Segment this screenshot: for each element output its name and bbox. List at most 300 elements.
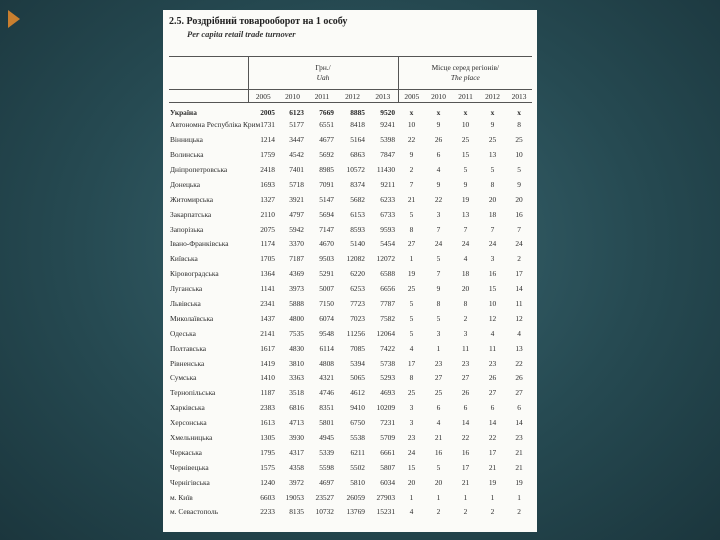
place-value: 6 — [436, 403, 441, 413]
place-value: 11 — [515, 299, 523, 309]
uah-value: 6588 — [380, 269, 396, 279]
place-value: 17 — [461, 462, 470, 472]
table-row — [169, 371, 532, 386]
uah-value: 4369 — [289, 269, 304, 279]
place-value: 4 — [490, 328, 495, 338]
region-name: Київська — [170, 254, 198, 264]
year-header: 2005 — [248, 90, 278, 103]
uah-value: 4797 — [289, 209, 304, 219]
place-value: 4 — [517, 328, 521, 338]
place-value: 9 — [463, 179, 468, 189]
table-row — [169, 237, 532, 252]
place-value: 10 — [515, 150, 523, 160]
place-value: 6 — [490, 403, 495, 413]
place-value: 3 — [463, 328, 468, 338]
place-value: 5 — [517, 165, 521, 174]
place-value: 5 — [409, 328, 414, 338]
place-value: 20 — [515, 194, 523, 204]
uah-value: 1617 — [260, 343, 275, 353]
uah-value: 3447 — [289, 135, 304, 145]
uah-value: 6074 — [319, 313, 334, 323]
uah-value: 1731 — [260, 120, 275, 130]
place-value: 18 — [461, 269, 470, 279]
uah-value: 15231 — [376, 507, 396, 517]
region-name: м. Севастополь — [170, 507, 219, 517]
table-row — [169, 460, 532, 475]
year-header: 2011 — [452, 90, 479, 103]
place-value: 17 — [407, 358, 416, 368]
place-value: 22 — [488, 433, 497, 443]
region-name: Чернівецька — [170, 462, 209, 472]
place-value: 1 — [436, 492, 441, 502]
place-value: 26 — [461, 388, 470, 398]
place-value: 2 — [463, 313, 468, 323]
uah-value: 8985 — [319, 165, 334, 174]
table-row — [169, 281, 532, 296]
place-value: 14 — [515, 284, 523, 294]
uah-value: 9503 — [319, 254, 334, 264]
header-years-row — [169, 90, 532, 103]
uah-value: 2005 — [260, 107, 275, 117]
uah-value: 8135 — [289, 507, 304, 517]
uah-value: 2075 — [260, 224, 275, 234]
uah-value: 4358 — [289, 462, 304, 472]
year-header: 2013 — [368, 90, 398, 103]
uah-value: 6603 — [260, 492, 275, 502]
place-value: 10 — [488, 299, 497, 309]
table-row — [169, 475, 532, 490]
year-header: 2012 — [337, 90, 368, 103]
section-title: 2.5. Роздрібний товарооборот на 1 особу — [169, 16, 348, 27]
place-value: 19 — [461, 194, 470, 204]
place-value: 2 — [517, 254, 521, 264]
place-value: 16 — [461, 447, 470, 457]
place-value: 10 — [407, 120, 416, 130]
uah-value: 7401 — [289, 165, 304, 174]
place-value: 24 — [488, 239, 497, 249]
place-value: 3 — [490, 254, 495, 264]
place-value: 6 — [517, 403, 521, 413]
table-row — [169, 445, 532, 460]
place-value: 25 — [434, 388, 443, 398]
region-name: Запорізька — [170, 224, 204, 234]
region-name: Дніпропетровська — [170, 165, 228, 174]
table-row — [169, 192, 532, 207]
uah-value: 7231 — [380, 418, 396, 428]
place-value: 23 — [434, 358, 443, 368]
place-value: 9 — [490, 120, 495, 130]
place-value: 5 — [409, 313, 414, 323]
uah-value: 4746 — [319, 388, 334, 398]
uah-value: 1214 — [260, 135, 275, 145]
place-value: 6 — [463, 403, 468, 413]
place-value: 21 — [461, 477, 470, 487]
table-row — [169, 415, 532, 430]
region-name: Волинська — [170, 150, 204, 160]
uah-value: 2110 — [260, 209, 275, 219]
place-value: 24 — [515, 239, 523, 249]
uah-value: 6211 — [350, 447, 365, 457]
uah-value: 5810 — [350, 477, 365, 487]
place-value: 4 — [463, 254, 468, 264]
uah-value: 1187 — [260, 388, 275, 398]
uah-value: 5801 — [319, 418, 334, 428]
place-value: 23 — [461, 358, 470, 368]
header-uah-line2: Uah — [316, 73, 330, 82]
place-value: 25 — [407, 388, 416, 398]
header-blank-2 — [169, 90, 248, 103]
uah-value: 5394 — [350, 358, 365, 368]
uah-value: 9548 — [319, 328, 334, 338]
section-subtitle: Per capita retail trade turnover — [187, 29, 296, 39]
uah-value: 3810 — [289, 358, 304, 368]
place-value: 21 — [407, 194, 416, 204]
place-value: 7 — [490, 224, 495, 234]
place-value: 4 — [409, 507, 414, 517]
table-row — [169, 162, 532, 177]
place-value: 15 — [461, 150, 470, 160]
uah-value: 9520 — [380, 107, 396, 117]
place-value: 1 — [409, 492, 414, 502]
uah-value: 2141 — [260, 328, 275, 338]
uah-value: 5147 — [319, 194, 334, 204]
uah-value: 1410 — [260, 373, 275, 383]
uah-value: 5682 — [350, 194, 365, 204]
uah-value: 2341 — [260, 299, 275, 309]
region-name: Україна — [170, 107, 197, 117]
place-value: 27 — [461, 373, 470, 383]
place-value: x — [409, 107, 414, 117]
place-value: 4 — [409, 343, 414, 353]
region-name: Івано-Франківська — [170, 239, 229, 249]
year-header: 2011 — [307, 90, 337, 103]
uah-value: 7669 — [319, 107, 334, 117]
place-value: 2 — [409, 165, 414, 174]
place-value: 6 — [436, 150, 441, 160]
uah-value: 6220 — [350, 269, 365, 279]
place-value: 4 — [436, 165, 441, 174]
uah-value: 1327 — [260, 194, 275, 204]
uah-value: 5598 — [319, 462, 334, 472]
uah-value: 1759 — [260, 150, 275, 160]
header-uah — [248, 57, 398, 90]
place-value: 4 — [436, 418, 441, 428]
place-value: 7 — [463, 224, 468, 234]
place-value: 15 — [407, 462, 416, 472]
region-name: Харківська — [170, 403, 205, 413]
place-value: 16 — [488, 269, 497, 279]
place-value: 8 — [490, 179, 495, 189]
place-value: 20 — [407, 477, 416, 487]
uah-value: 7150 — [319, 299, 334, 309]
place-value: 13 — [488, 150, 497, 160]
table-row — [169, 430, 532, 445]
place-value: 22 — [407, 135, 416, 145]
region-name: Донецька — [170, 179, 201, 189]
uah-value: 3518 — [289, 388, 304, 398]
uah-value: 5007 — [319, 284, 334, 294]
uah-value: 23527 — [315, 492, 334, 502]
place-value: 23 — [515, 433, 523, 443]
place-value: 25 — [488, 135, 497, 145]
slide-accent-arrow — [8, 10, 20, 28]
uah-value: 3370 — [289, 239, 304, 249]
place-value: 19 — [488, 477, 497, 487]
place-value: 27 — [488, 388, 497, 398]
place-value: 5 — [409, 209, 414, 219]
uah-value: 27903 — [376, 492, 396, 502]
uah-value: 4808 — [319, 358, 334, 368]
uah-value: 8351 — [319, 403, 334, 413]
place-value: 1 — [409, 254, 414, 264]
region-name: Вінницька — [170, 135, 203, 145]
place-value: 2 — [436, 507, 441, 517]
region-name: Чернігівська — [170, 477, 210, 487]
place-value: 3 — [436, 328, 441, 338]
table-row — [169, 147, 532, 162]
uah-value: 26059 — [346, 492, 365, 502]
uah-value: 3973 — [289, 284, 304, 294]
place-value: 13 — [461, 209, 470, 219]
place-value: 3 — [436, 209, 441, 219]
place-value: 24 — [434, 239, 443, 249]
uah-value: 4945 — [319, 433, 334, 443]
region-name: Закарпатська — [170, 209, 212, 219]
place-value: 5 — [409, 299, 414, 309]
region-name: Кіровоградська — [170, 269, 219, 279]
place-value: 26 — [515, 373, 523, 383]
region-name: Тернопільська — [170, 388, 216, 398]
uah-value: 7147 — [319, 224, 334, 234]
table-row — [169, 505, 532, 520]
place-value: 22 — [515, 358, 523, 368]
uah-value: 9211 — [380, 179, 396, 189]
uah-value: 6551 — [319, 120, 334, 130]
table-row — [169, 296, 532, 311]
uah-value: 7787 — [380, 299, 396, 309]
table-row — [169, 251, 532, 266]
uah-value: 3972 — [289, 477, 304, 487]
place-value: 8 — [517, 120, 521, 130]
uah-value: 5888 — [289, 299, 304, 309]
place-value: 27 — [434, 373, 443, 383]
uah-value: 4317 — [289, 447, 304, 457]
table-row — [169, 326, 532, 341]
place-value: 24 — [407, 447, 416, 457]
place-value: 8 — [436, 299, 441, 309]
uah-value: 8374 — [350, 179, 365, 189]
place-value: 9 — [436, 179, 441, 189]
place-value: 8 — [463, 299, 468, 309]
uah-value: 5164 — [350, 135, 365, 145]
scanned-document — [163, 10, 537, 532]
place-value: 2 — [463, 507, 468, 517]
uah-value: 10209 — [376, 403, 396, 413]
header-place-line2: The place — [450, 73, 480, 82]
region-name: Житомирська — [170, 194, 214, 204]
place-value: 26 — [488, 373, 497, 383]
place-value: 1 — [436, 343, 441, 353]
place-value: 23 — [407, 433, 416, 443]
table-row — [169, 341, 532, 356]
year-header: 2010 — [278, 90, 307, 103]
place-value: 20 — [461, 284, 470, 294]
place-value: 15 — [488, 284, 497, 294]
place-value: 1 — [463, 492, 468, 502]
uah-value: 5293 — [380, 373, 396, 383]
uah-value: 1795 — [260, 447, 275, 457]
place-value: 1 — [517, 492, 521, 502]
uah-value: 6233 — [380, 194, 396, 204]
uah-value: 7422 — [380, 343, 396, 353]
uah-value: 6123 — [289, 107, 304, 117]
uah-value: 5065 — [350, 373, 365, 383]
uah-value: 5709 — [380, 433, 396, 443]
table-row — [169, 356, 532, 371]
place-value: 18 — [488, 209, 497, 219]
uah-value: 6750 — [350, 418, 365, 428]
uah-value: 8885 — [350, 107, 365, 117]
region-name: Миколаївська — [170, 313, 214, 323]
uah-value: 6816 — [289, 403, 304, 413]
uah-value: 6114 — [319, 343, 334, 353]
uah-value: 6034 — [380, 477, 396, 487]
uah-value: 2383 — [260, 403, 275, 413]
uah-value: 7535 — [289, 328, 304, 338]
uah-value: 1705 — [260, 254, 275, 264]
uah-value: 5502 — [350, 462, 365, 472]
year-header: 2012 — [479, 90, 506, 103]
place-value: x — [517, 107, 521, 117]
uah-value: 6656 — [380, 284, 396, 294]
place-value: 26 — [434, 135, 443, 145]
place-value: 25 — [515, 135, 523, 145]
header-place-line1: Місце серед регіонів/ — [431, 63, 500, 72]
uah-value: 13769 — [346, 507, 365, 517]
region-name: Хмельницька — [170, 433, 213, 443]
uah-value: 1575 — [260, 462, 275, 472]
uah-value: 7847 — [380, 150, 396, 160]
uah-value: 1437 — [260, 313, 275, 323]
table-row — [169, 400, 532, 415]
uah-value: 5177 — [289, 120, 304, 130]
place-value: 13 — [515, 343, 523, 353]
table-row — [169, 117, 532, 132]
place-value: 10 — [461, 120, 470, 130]
place-value: 21 — [488, 462, 497, 472]
place-value: 21 — [515, 462, 523, 472]
uah-value: 4693 — [380, 388, 396, 398]
place-value: 8 — [409, 224, 414, 234]
place-value: 5 — [436, 254, 441, 264]
uah-value: 12082 — [346, 254, 365, 264]
region-name: Черкаська — [170, 447, 202, 457]
place-value: 12 — [515, 313, 523, 323]
uah-value: 4800 — [289, 313, 304, 323]
place-value: 7 — [436, 224, 441, 234]
place-value: 14 — [515, 418, 523, 428]
place-value: 3 — [409, 418, 414, 428]
place-value: 5 — [436, 313, 441, 323]
place-value: 17 — [488, 447, 497, 457]
uah-value: 4612 — [350, 388, 365, 398]
uah-value: 5140 — [350, 239, 365, 249]
retail-turnover-table — [169, 56, 532, 519]
place-value: x — [490, 107, 495, 117]
table-row — [169, 490, 532, 505]
place-value: 9 — [436, 284, 441, 294]
place-value: 5 — [463, 165, 468, 174]
uah-value: 1305 — [260, 433, 275, 443]
place-value: 16 — [434, 447, 443, 457]
table-row — [169, 311, 532, 326]
place-value: 21 — [515, 447, 523, 457]
uah-value: 5454 — [380, 239, 396, 249]
uah-value: 4677 — [319, 135, 334, 145]
uah-value: 6733 — [380, 209, 396, 219]
header-blank — [169, 57, 248, 90]
place-value: 25 — [461, 135, 470, 145]
place-value: 12 — [488, 313, 497, 323]
place-value: 14 — [461, 418, 470, 428]
uah-value: 7723 — [350, 299, 365, 309]
uah-value: 10732 — [315, 507, 334, 517]
place-value: 11 — [461, 343, 470, 353]
place-value: 24 — [461, 239, 470, 249]
uah-value: 5291 — [319, 269, 334, 279]
uah-value: 4542 — [289, 150, 304, 160]
uah-value: 9593 — [380, 224, 396, 234]
table-row — [169, 207, 532, 222]
region-name: Одеська — [170, 328, 196, 338]
place-value: 7 — [517, 224, 521, 234]
place-value: 20 — [434, 477, 443, 487]
uah-value: 6661 — [380, 447, 396, 457]
year-header: 2005 — [398, 90, 425, 103]
uah-value: 3363 — [289, 373, 304, 383]
uah-value: 4713 — [289, 418, 304, 428]
uah-value: 4697 — [319, 477, 334, 487]
place-value: 14 — [488, 418, 497, 428]
uah-value: 4670 — [319, 239, 334, 249]
place-value: 1 — [490, 492, 495, 502]
place-value: x — [463, 107, 468, 117]
place-value: 3 — [409, 403, 414, 413]
place-value: 8 — [409, 373, 414, 383]
table-row — [169, 222, 532, 237]
place-value: 23 — [488, 358, 497, 368]
place-value: 19 — [515, 477, 523, 487]
place-value: 21 — [434, 433, 443, 443]
uah-value: 5538 — [350, 433, 365, 443]
place-value: 7 — [409, 179, 414, 189]
region-name: Сумська — [170, 373, 197, 383]
place-value: 5 — [436, 462, 441, 472]
place-value: 22 — [461, 433, 470, 443]
place-value: 27 — [407, 239, 416, 249]
region-name: Рівненська — [170, 358, 205, 368]
place-value: 9 — [517, 179, 521, 189]
table-row — [169, 266, 532, 281]
uah-value: 6253 — [350, 284, 365, 294]
uah-value: 3921 — [289, 194, 304, 204]
uah-value: 8593 — [350, 224, 365, 234]
uah-value: 8418 — [350, 120, 365, 130]
place-value: 9 — [436, 120, 441, 130]
uah-value: 11430 — [376, 165, 396, 174]
uah-value: 5339 — [319, 447, 334, 457]
uah-value: 6863 — [350, 150, 365, 160]
